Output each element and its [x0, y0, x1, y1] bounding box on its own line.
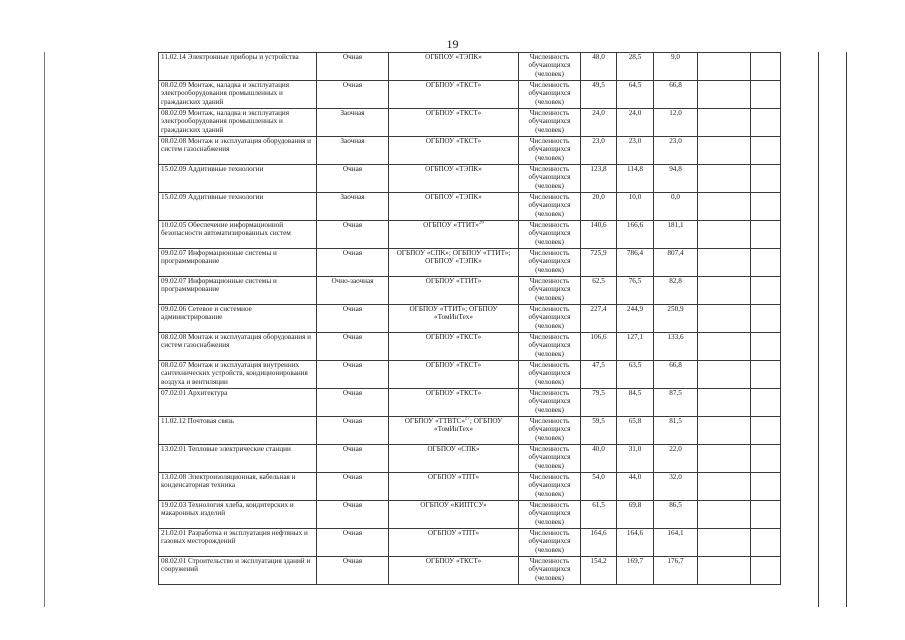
- indicator-cell: Численность обучающихся (человек): [519, 109, 581, 137]
- study-form-cell: Заочная: [317, 193, 389, 221]
- value-cell-2: 164,6: [617, 529, 654, 557]
- value-cell-2: 114,8: [617, 165, 654, 193]
- empty-cell-2: [751, 53, 781, 81]
- institution-text: ОГБПОУ «ТТИТ»: [425, 277, 482, 285]
- empty-cell-2: [751, 389, 781, 417]
- value-cell-3: 23,0: [654, 137, 698, 165]
- specialty-cell: 08.02.08 Монтаж и эксплуатация оборудования и систем газоснабжения: [159, 333, 317, 361]
- institution-cell: [389, 333, 519, 361]
- empty-cell-1: [698, 445, 751, 473]
- table-row: [159, 81, 781, 109]
- specialty-cell: 13.02.01 Тепловые электрические станции: [159, 445, 317, 473]
- institution-text: ОГБПОУ «ТКСТ»: [425, 361, 482, 369]
- empty-cell-1: [698, 109, 751, 137]
- institution-text: ОГБПОУ «ТКСТ»: [425, 333, 482, 341]
- institution-text: ОГБПОУ «ТЭПК»: [425, 165, 482, 173]
- empty-cell-1: [698, 305, 751, 333]
- value-cell-2: 65,8: [617, 417, 654, 445]
- value-cell-1: 79,5: [581, 389, 617, 417]
- table-row: [159, 473, 781, 501]
- study-form-cell: Очная: [317, 221, 389, 249]
- specialty-cell: 08.02.07 Монтаж и эксплуатация внутренних сантехнических устройств, кондиционирования воздуха и вентиляции: [159, 361, 317, 389]
- table-row: [159, 277, 781, 305]
- specialty-cell: 08.02.01 Строительство и эксплуатация зданий и сооружений: [159, 557, 317, 585]
- specialty-cell: 13.02.08 Электроизоляционная, кабельная и конденсаторная техника: [159, 473, 317, 501]
- value-cell-3: 32,0: [654, 473, 698, 501]
- empty-cell-2: [751, 221, 781, 249]
- indicator-cell: Численность обучающихся (человек): [519, 333, 581, 361]
- institution-text: ОГБПОУ «ТТВТС»: [404, 417, 465, 425]
- empty-cell-1: [698, 361, 751, 389]
- study-form-cell: Очная: [317, 53, 389, 81]
- table-row: [159, 445, 781, 473]
- empty-cell-2: [751, 501, 781, 529]
- institution-cell: [389, 445, 519, 473]
- study-form-cell: Очная: [317, 501, 389, 529]
- empty-cell-2: [751, 277, 781, 305]
- empty-cell-2: [751, 473, 781, 501]
- value-cell-2: 44,0: [617, 473, 654, 501]
- study-form-cell: Очно-заочная: [317, 277, 389, 305]
- specialty-cell: 19.02.03 Технология хлеба, кондитерских и макаронных изделий: [159, 501, 317, 529]
- institution-cell: [389, 165, 519, 193]
- specialty-cell: 09.02.06 Сетевое и системное администрирование: [159, 305, 317, 333]
- value-cell-3: 81,5: [654, 417, 698, 445]
- institution-text: ОГБПОУ «ТПТ»: [427, 473, 480, 481]
- indicator-cell: Численность обучающихся (человек): [519, 389, 581, 417]
- footnote-mark: 27: [464, 416, 470, 422]
- empty-cell-1: [698, 81, 751, 109]
- value-cell-2: 28,5: [617, 53, 654, 81]
- specialty-cell: 08.02.08 Монтаж и эксплуатация оборудования и систем газоснабжения: [159, 137, 317, 165]
- indicator-cell: Численность обучающихся (человек): [519, 277, 581, 305]
- indicator-cell: Численность обучающихся (человек): [519, 473, 581, 501]
- institution-text: ОГБПОУ «СПК»; ОГБПОУ «ТТИТ»; ОГБПОУ «ТЭПК»: [396, 249, 511, 266]
- institution-text: ОГБПОУ «КИПТСУ»: [420, 501, 487, 509]
- table-row: [159, 249, 781, 277]
- empty-cell-2: [751, 137, 781, 165]
- institution-cell: [389, 305, 519, 333]
- empty-cell-2: [751, 333, 781, 361]
- indicator-cell: Численность обучающихся (человек): [519, 529, 581, 557]
- empty-cell-2: [751, 417, 781, 445]
- study-form-cell: Очная: [317, 333, 389, 361]
- page-number: 19: [446, 37, 459, 51]
- indicator-cell: Численность обучающихся (человек): [519, 81, 581, 109]
- value-cell-3: 82,8: [654, 277, 698, 305]
- empty-cell-1: [698, 277, 751, 305]
- empty-cell-1: [698, 417, 751, 445]
- value-cell-1: 154,2: [581, 557, 617, 585]
- study-form-cell: Очная: [317, 529, 389, 557]
- empty-cell-1: [698, 529, 751, 557]
- value-cell-2: 244,9: [617, 305, 654, 333]
- empty-cell-2: [751, 445, 781, 473]
- institution-text: ОГБПОУ «ТТИТ»: [423, 221, 479, 229]
- institution-text: ОГБПОУ «ТКСТ»: [425, 389, 482, 397]
- indicator-cell: Численность обучающихся (человек): [519, 361, 581, 389]
- institution-cell: [389, 193, 519, 221]
- specialty-cell: 11.02.14 Электронные приборы и устройства: [159, 53, 317, 81]
- table-row: [159, 193, 781, 221]
- study-form-cell: Очная: [317, 445, 389, 473]
- value-cell-1: 23,0: [581, 137, 617, 165]
- institution-text: ОГБПОУ «ТЭПК»: [425, 193, 482, 201]
- value-cell-2: 64,5: [617, 81, 654, 109]
- study-form-cell: Очная: [317, 361, 389, 389]
- institution-text: ОГБПОУ «СПК»: [427, 445, 480, 453]
- table-row: [159, 389, 781, 417]
- specialty-cell: 09.02.07 Информационные системы и программирование: [159, 249, 317, 277]
- value-cell-2: 166,6: [617, 221, 654, 249]
- value-cell-2: 24,0: [617, 109, 654, 137]
- empty-cell-2: [751, 165, 781, 193]
- specialties-table: [158, 52, 781, 585]
- value-cell-2: 76,5: [617, 277, 654, 305]
- value-cell-2: 169,7: [617, 557, 654, 585]
- value-cell-1: 59,5: [581, 417, 617, 445]
- institution-cell: [389, 277, 519, 305]
- specialty-cell: 15.02.09 Аддитивные технологии: [159, 165, 317, 193]
- indicator-cell: Численность обучающихся (человек): [519, 417, 581, 445]
- value-cell-2: 10,0: [617, 193, 654, 221]
- empty-cell-2: [751, 557, 781, 585]
- institution-cell: [389, 529, 519, 557]
- specialty-cell: 08.02.09 Монтаж, наладка и эксплуатация электрооборудования промышленных и гражданских зданий: [159, 81, 317, 109]
- indicator-cell: Численность обучающихся (человек): [519, 137, 581, 165]
- institution-text: ОГБПОУ «ТКСТ»: [425, 81, 482, 89]
- empty-cell-1: [698, 501, 751, 529]
- institution-cell: [389, 109, 519, 137]
- indicator-cell: Численность обучающихся (человек): [519, 305, 581, 333]
- indicator-cell: Численность обучающихся (человек): [519, 193, 581, 221]
- specialty-cell: 21.02.01 Разработка и эксплуатация нефтяных и газовых месторождений: [159, 529, 317, 557]
- institution-cell: [389, 137, 519, 165]
- table-row: [159, 529, 781, 557]
- table-row: [159, 501, 781, 529]
- empty-cell-1: [698, 249, 751, 277]
- study-form-cell: Очная: [317, 389, 389, 417]
- value-cell-1: 62,5: [581, 277, 617, 305]
- study-form-cell: Заочная: [317, 137, 389, 165]
- indicator-cell: Численность обучающихся (человек): [519, 557, 581, 585]
- table-row: [159, 165, 781, 193]
- value-cell-3: 66,8: [654, 81, 698, 109]
- empty-cell-2: [751, 193, 781, 221]
- institution-cell: [389, 557, 519, 585]
- institution-text: ОГБПОУ «ТКСТ»: [425, 137, 482, 145]
- value-cell-3: 164,1: [654, 529, 698, 557]
- institution-cell: [389, 249, 519, 277]
- table-row: [159, 109, 781, 137]
- institution-text: ОГБПОУ «ТТИТ»; ОГБПОУ «ТомИнТех»: [409, 305, 498, 322]
- indicator-cell: Численность обучающихся (человек): [519, 501, 581, 529]
- study-form-cell: Очная: [317, 249, 389, 277]
- value-cell-3: 12,0: [654, 109, 698, 137]
- right-rule-2: [846, 52, 847, 607]
- value-cell-3: 0,0: [654, 193, 698, 221]
- institution-cell: [389, 221, 519, 249]
- value-cell-2: 63,5: [617, 361, 654, 389]
- empty-cell-1: [698, 137, 751, 165]
- specialty-cell: 09.02.07 Информационные системы и программирование: [159, 277, 317, 305]
- study-form-cell: Заочная: [317, 109, 389, 137]
- institution-cell: [389, 501, 519, 529]
- indicator-cell: Численность обучающихся (человек): [519, 165, 581, 193]
- institution-extra: ; ОГБПОУ «ТомИнТех»: [434, 417, 503, 434]
- empty-cell-1: [698, 221, 751, 249]
- institution-cell: [389, 53, 519, 81]
- footnote-mark: 26: [478, 220, 484, 226]
- study-form-cell: Очная: [317, 81, 389, 109]
- value-cell-1: 140,6: [581, 221, 617, 249]
- specialty-cell: 15.02.09 Аддитивные технологии: [159, 193, 317, 221]
- institution-text: ОГБПОУ «ТКСТ»: [425, 557, 482, 565]
- value-cell-3: 133,6: [654, 333, 698, 361]
- value-cell-1: 48,0: [581, 53, 617, 81]
- institution-text: ОГБПОУ «ТЭПК»: [425, 53, 482, 61]
- empty-cell-2: [751, 529, 781, 557]
- study-form-cell: Очная: [317, 417, 389, 445]
- indicator-cell: Численность обучающихся (человек): [519, 445, 581, 473]
- institution-cell: [389, 81, 519, 109]
- study-form-cell: Очная: [317, 473, 389, 501]
- value-cell-2: 127,1: [617, 333, 654, 361]
- empty-cell-2: [751, 81, 781, 109]
- specialty-cell: 07.02.01 Архитектура: [159, 389, 317, 417]
- empty-cell-1: [698, 193, 751, 221]
- value-cell-3: 176,7: [654, 557, 698, 585]
- value-cell-3: 86,5: [654, 501, 698, 529]
- empty-cell-2: [751, 361, 781, 389]
- value-cell-3: 94,8: [654, 165, 698, 193]
- left-margin-rule: [44, 52, 45, 607]
- right-rule-1: [818, 52, 819, 607]
- value-cell-3: 87,5: [654, 389, 698, 417]
- value-cell-1: 47,5: [581, 361, 617, 389]
- institution-text: ОГБПОУ «ТКСТ»: [425, 109, 482, 117]
- value-cell-2: 786,4: [617, 249, 654, 277]
- table-body: [159, 53, 781, 585]
- empty-cell-1: [698, 333, 751, 361]
- empty-cell-1: [698, 557, 751, 585]
- empty-cell-2: [751, 249, 781, 277]
- study-form-cell: Очная: [317, 165, 389, 193]
- value-cell-1: 123,8: [581, 165, 617, 193]
- table-row: [159, 305, 781, 333]
- institution-text: ОГБПОУ «ТПТ»: [427, 529, 480, 537]
- value-cell-3: 9,0: [654, 53, 698, 81]
- value-cell-2: 31,0: [617, 445, 654, 473]
- study-form-cell: Очная: [317, 557, 389, 585]
- institution-cell: [389, 417, 519, 445]
- specialty-cell: 10.02.05 Обеспечение информационной безопасности автоматизированных систем: [159, 221, 317, 249]
- table-row: [159, 417, 781, 445]
- value-cell-3: 807,4: [654, 249, 698, 277]
- indicator-cell: Численность обучающихся (человек): [519, 53, 581, 81]
- value-cell-2: 84,5: [617, 389, 654, 417]
- indicator-cell: Численность обучающихся (человек): [519, 221, 581, 249]
- table-row: [159, 361, 781, 389]
- empty-cell-1: [698, 473, 751, 501]
- value-cell-1: 20,0: [581, 193, 617, 221]
- value-cell-1: 40,0: [581, 445, 617, 473]
- indicator-cell: Численность обучающихся (человек): [519, 249, 581, 277]
- value-cell-1: 227,4: [581, 305, 617, 333]
- value-cell-1: 54,0: [581, 473, 617, 501]
- study-form-cell: Очная: [317, 305, 389, 333]
- value-cell-1: 164,6: [581, 529, 617, 557]
- table-row: [159, 137, 781, 165]
- institution-cell: [389, 361, 519, 389]
- value-cell-3: 181,1: [654, 221, 698, 249]
- value-cell-1: 61,5: [581, 501, 617, 529]
- table-row: [159, 333, 781, 361]
- value-cell-3: 66,8: [654, 361, 698, 389]
- specialty-cell: 08.02.09 Монтаж, наладка и эксплуатация электрооборудования промышленных и гражданских зданий: [159, 109, 317, 137]
- institution-cell: [389, 473, 519, 501]
- empty-cell-2: [751, 305, 781, 333]
- value-cell-3: 250,9: [654, 305, 698, 333]
- empty-cell-1: [698, 53, 751, 81]
- empty-cell-1: [698, 165, 751, 193]
- value-cell-3: 22,0: [654, 445, 698, 473]
- specialty-cell: 11.02.12 Почтовая связь: [159, 417, 317, 445]
- empty-cell-2: [751, 109, 781, 137]
- value-cell-1: 49,5: [581, 81, 617, 109]
- empty-cell-1: [698, 389, 751, 417]
- value-cell-2: 69,8: [617, 501, 654, 529]
- table-row: [159, 221, 781, 249]
- value-cell-1: 24,0: [581, 109, 617, 137]
- institution-cell: [389, 389, 519, 417]
- value-cell-1: 725,9: [581, 249, 617, 277]
- table-row: [159, 53, 781, 81]
- value-cell-2: 23,0: [617, 137, 654, 165]
- table-row: [159, 557, 781, 585]
- value-cell-1: 106,6: [581, 333, 617, 361]
